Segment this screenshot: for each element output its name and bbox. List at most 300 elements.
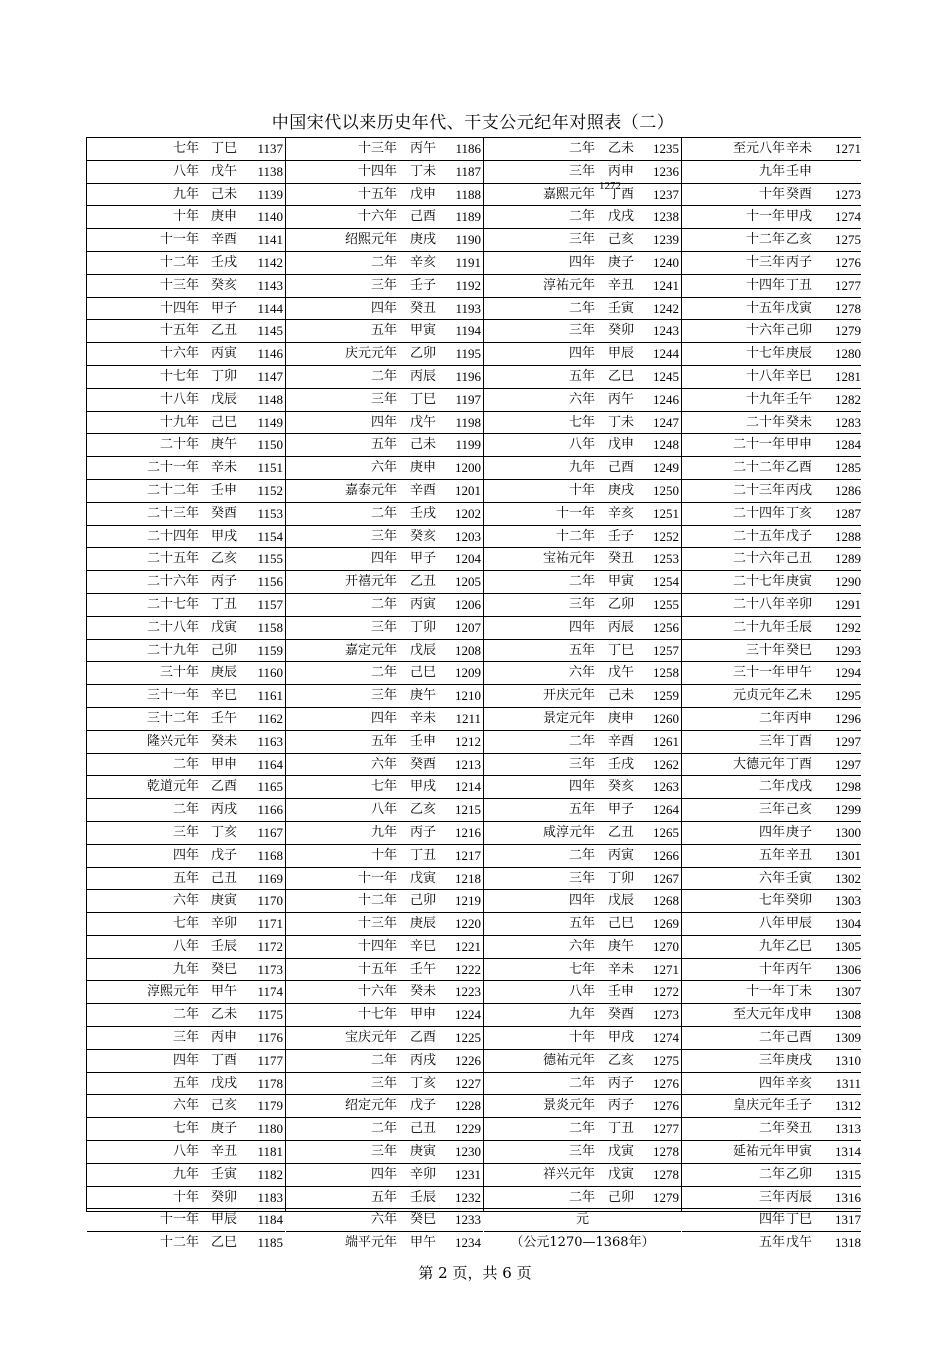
table-row <box>286 366 483 389</box>
era-name-cell: 三年 <box>568 870 595 886</box>
ganzhi-cell: 壬寅 <box>211 1166 238 1182</box>
year-cell: 1146 <box>257 346 283 362</box>
era-name-cell: 宝庆元年 <box>344 1030 397 1046</box>
year-cell: 1276 <box>653 1098 679 1114</box>
era-name-cell: 四年 <box>568 254 595 270</box>
ganzhi-cell: 庚申 <box>608 710 635 726</box>
table-row <box>286 252 483 275</box>
ganzhi-cell: 癸丑 <box>608 551 635 567</box>
year-cell: 1152 <box>257 482 283 498</box>
year-cell: 1178 <box>257 1075 283 1091</box>
table-row <box>286 845 483 868</box>
table-row <box>286 320 483 343</box>
ganzhi-cell: 乙巳 <box>211 1235 238 1251</box>
era-name-cell: 九年 <box>370 824 397 840</box>
table-row <box>87 161 285 184</box>
year-cell: 1301 <box>835 847 861 863</box>
dynasty-label-row <box>484 1209 681 1232</box>
table-row <box>87 457 285 480</box>
table-row <box>484 617 681 640</box>
table-row <box>484 959 681 982</box>
era-name-cell: 皇庆元年 <box>732 1098 785 1114</box>
era-name-cell: 十三年 <box>159 277 199 293</box>
era-name-cell: 十二年 <box>159 1235 199 1251</box>
table-row <box>286 936 483 959</box>
ganzhi-cell: 甲午 <box>211 984 238 1000</box>
ganzhi-cell: 癸巳 <box>211 961 238 977</box>
table-row <box>682 890 861 913</box>
ganzhi-cell: 壬午 <box>211 710 238 726</box>
era-name-cell: 九年 <box>172 961 199 977</box>
era-name-cell: 六年 <box>370 756 397 772</box>
table-row <box>682 161 861 184</box>
ganzhi-cell: 丁卯 <box>608 870 635 886</box>
ganzhi-cell: 丙寅 <box>211 346 238 362</box>
ganzhi-cell: 庚寅 <box>211 893 238 909</box>
era-name-cell: 三年 <box>370 619 397 635</box>
table-row <box>87 1209 285 1232</box>
table-row <box>286 434 483 457</box>
table-row <box>682 959 861 982</box>
era-name-cell: 六年 <box>172 1098 199 1114</box>
table-row <box>484 229 681 252</box>
year-cell: 1180 <box>257 1121 283 1137</box>
table-row <box>682 571 861 594</box>
era-name-cell: 十四年 <box>357 163 397 179</box>
year-cell: 1275 <box>835 232 861 248</box>
table-row <box>484 275 681 298</box>
era-name-cell: 四年 <box>370 300 397 316</box>
era-name-cell: 七年 <box>568 961 595 977</box>
ganzhi-cell: 癸酉 <box>211 505 238 521</box>
year-cell: 1227 <box>455 1075 481 1091</box>
table-row <box>286 959 483 982</box>
year-cell: 1244 <box>653 346 679 362</box>
table-row <box>484 1027 681 1050</box>
ganzhi-cell: 乙卯 <box>608 596 635 612</box>
ganzhi-cell: 己巳 <box>410 665 437 681</box>
table-row <box>286 571 483 594</box>
ganzhi-cell: 乙亥 <box>410 802 437 818</box>
ganzhi-cell: 戊申 <box>608 437 635 453</box>
ganzhi-cell: 戊寅 <box>608 1144 635 1160</box>
era-name-cell: 十七年 <box>159 368 199 384</box>
year-cell: 1187 <box>455 163 481 179</box>
year-cell: 1251 <box>653 505 679 521</box>
ganzhi-cell: 戊戌 <box>608 209 635 225</box>
year-cell: 1217 <box>455 847 481 863</box>
year-cell: 1278 <box>653 1166 679 1182</box>
table-row <box>286 640 483 663</box>
era-name-cell: 二年 <box>758 1030 785 1046</box>
table-row <box>286 229 483 252</box>
table-row <box>87 731 285 754</box>
era-name-cell: 十三年 <box>357 916 397 932</box>
ganzhi-cell: 丙午 <box>608 391 635 407</box>
year-cell: 1276 <box>835 254 861 270</box>
era-name-cell: 三十一年 <box>146 688 199 704</box>
table-row <box>87 617 285 640</box>
ganzhi-cell: 戊申 <box>786 1007 813 1023</box>
year-cell: 1280 <box>835 346 861 362</box>
table-row <box>286 662 483 685</box>
year-cell: 1308 <box>835 1007 861 1023</box>
era-name-cell: 二十四年 <box>146 528 199 544</box>
table-row <box>87 138 285 161</box>
era-name-cell: 七年 <box>172 1121 199 1137</box>
year-cell: 1269 <box>653 916 679 932</box>
era-name-cell: 八年 <box>370 802 397 818</box>
year-cell: 1283 <box>835 414 861 430</box>
era-name-cell: 四年 <box>568 346 595 362</box>
ganzhi-cell: 戊午 <box>211 163 238 179</box>
year-cell: 1218 <box>455 870 481 886</box>
era-name-cell: 十一年 <box>745 209 785 225</box>
table-row <box>286 981 483 1004</box>
year-cell: 1274 <box>653 1030 679 1046</box>
table-row <box>286 1164 483 1187</box>
era-name-cell: 六年 <box>568 391 595 407</box>
table-row <box>682 503 861 526</box>
year-cell: 1159 <box>257 642 283 658</box>
year-cell: 1297 <box>835 733 861 749</box>
year-cell: 1149 <box>257 414 283 430</box>
era-name-cell: 九年 <box>172 1166 199 1182</box>
era-name-cell: 六年 <box>758 870 785 886</box>
ganzhi-cell: 庚寅 <box>786 574 813 590</box>
year-cell: 1240 <box>653 254 679 270</box>
era-name-cell: 绍定元年 <box>344 1098 397 1114</box>
era-name-cell: 十年 <box>758 186 785 202</box>
year-cell: 1298 <box>835 779 861 795</box>
ganzhi-cell: 乙巳 <box>786 938 813 954</box>
table-row <box>484 822 681 845</box>
ganzhi-cell: 癸酉 <box>786 186 813 202</box>
era-name-cell: 二年 <box>568 300 595 316</box>
year-cell: 1314 <box>835 1144 861 1160</box>
year-cell: 1310 <box>835 1052 861 1068</box>
era-name-cell: 四年 <box>172 1052 199 1068</box>
era-name-cell: 十四年 <box>357 938 397 954</box>
ganzhi-cell: 乙丑 <box>211 323 238 339</box>
year-cell: 1286 <box>835 482 861 498</box>
era-name-cell: 淳熙元年 <box>146 984 199 1000</box>
table-row <box>87 754 285 777</box>
ganzhi-cell: 辛巳 <box>786 368 813 384</box>
table-row <box>286 754 483 777</box>
ganzhi-cell: 己巳 <box>211 414 238 430</box>
year-cell: 1225 <box>455 1030 481 1046</box>
ganzhi-cell: 乙酉 <box>786 460 813 476</box>
ganzhi-cell: 辛未 <box>608 961 635 977</box>
table-row <box>286 1232 483 1254</box>
era-name-cell: 十九年 <box>745 391 785 407</box>
table-row <box>286 480 483 503</box>
year-cell: 1176 <box>257 1030 283 1046</box>
year-cell: 1248 <box>653 437 679 453</box>
ganzhi-cell: 甲寅 <box>608 574 635 590</box>
ganzhi-cell: 丁酉 <box>211 1052 238 1068</box>
table-row <box>286 1118 483 1141</box>
year-cell: 1270 <box>653 938 679 954</box>
ganzhi-cell: 庚子 <box>786 824 813 840</box>
ganzhi-cell: 戊申 <box>410 186 437 202</box>
table-row <box>682 617 861 640</box>
era-name-cell: 二年 <box>370 1121 397 1137</box>
table-row <box>87 662 285 685</box>
era-name-cell: 十八年 <box>159 391 199 407</box>
table-row <box>682 1004 861 1027</box>
ganzhi-cell: 丙子 <box>608 1098 635 1114</box>
ganzhi-cell: 丁未 <box>608 414 635 430</box>
year-cell: 1258 <box>653 665 679 681</box>
era-name-cell: 二年 <box>758 1166 785 1182</box>
year-cell: 1288 <box>835 528 861 544</box>
ganzhi-cell: 戊午 <box>786 1235 813 1251</box>
year-cell: 1200 <box>455 460 481 476</box>
ganzhi-cell: 辛酉 <box>608 733 635 749</box>
era-name-cell: 三十二年 <box>146 710 199 726</box>
ganzhi-cell: 辛卯 <box>211 916 238 932</box>
ganzhi-cell: 壬申 <box>410 733 437 749</box>
ganzhi-cell: 壬辰 <box>410 1189 437 1205</box>
ganzhi-cell: 壬子 <box>410 277 437 293</box>
era-name-cell: 五年 <box>172 870 199 886</box>
ganzhi-cell: 辛亥 <box>410 254 437 270</box>
ganzhi-cell: 癸卯 <box>786 893 813 909</box>
era-name-cell: 嘉泰元年 <box>344 482 397 498</box>
era-name-cell: 四年 <box>370 1166 397 1182</box>
year-cell: 1229 <box>455 1121 481 1137</box>
ganzhi-cell: 戊子 <box>410 1098 437 1114</box>
table-row <box>286 457 483 480</box>
dynasty-range: （公元1270—1368年） <box>510 1235 655 1251</box>
table-column-3 <box>484 138 682 1251</box>
year-cell: 1157 <box>257 596 283 612</box>
year-cell: 1232 <box>455 1189 481 1205</box>
year-cell: 1289 <box>835 551 861 567</box>
era-name-cell: 三年 <box>370 528 397 544</box>
year-cell: 1216 <box>455 824 481 840</box>
era-name-cell: 二年 <box>370 505 397 521</box>
ganzhi-cell: 癸未 <box>211 733 238 749</box>
era-name-cell: 八年 <box>758 916 785 932</box>
era-name-cell: 端平元年 <box>344 1235 397 1251</box>
table-row <box>286 206 483 229</box>
table-row <box>484 298 681 321</box>
year-cell: 1174 <box>257 984 283 1000</box>
ganzhi-cell: 庚戌 <box>410 232 437 248</box>
era-name-cell: 十八年 <box>745 368 785 384</box>
era-name-cell: 二年 <box>172 1007 199 1023</box>
year-cell: 1309 <box>835 1030 861 1046</box>
ganzhi-cell: 甲戌 <box>211 528 238 544</box>
year-cell: 1312 <box>835 1098 861 1114</box>
era-name-cell: 祥兴元年 <box>542 1166 595 1182</box>
era-name-cell: 十四年 <box>159 300 199 316</box>
era-name-cell: 二十八年 <box>732 596 785 612</box>
ganzhi-cell: 甲午 <box>410 1235 437 1251</box>
ganzhi-cell: 己未 <box>211 186 238 202</box>
table-row <box>87 1095 285 1118</box>
year-cell: 1226 <box>455 1052 481 1068</box>
table-row <box>286 1095 483 1118</box>
table-row <box>484 845 681 868</box>
year-cell: 1246 <box>653 391 679 407</box>
era-name-cell: 十六年 <box>357 209 397 225</box>
table-row <box>286 1141 483 1164</box>
ganzhi-cell: 丁卯 <box>410 619 437 635</box>
era-name-cell: 二年 <box>568 847 595 863</box>
table-row <box>87 1027 285 1050</box>
era-name-cell: 九年 <box>568 460 595 476</box>
era-name-cell: 大德元年 <box>732 756 785 772</box>
year-cell: 1263 <box>653 779 679 795</box>
ganzhi-cell: 庚午 <box>608 938 635 954</box>
ganzhi-cell: 己丑 <box>211 870 238 886</box>
year-cell: 1317 <box>835 1212 861 1228</box>
era-name-cell: 十一年 <box>159 232 199 248</box>
year-cell: 1191 <box>455 254 481 270</box>
year-cell: 1265 <box>653 824 679 840</box>
era-name-cell: 二年 <box>172 756 199 772</box>
era-name-cell: 六年 <box>370 460 397 476</box>
year-cell: 1212 <box>455 733 481 749</box>
ganzhi-cell: 丙寅 <box>410 596 437 612</box>
era-name-cell: 二十二年 <box>146 482 199 498</box>
era-name-cell: 五年 <box>568 368 595 384</box>
ganzhi-cell: 丙申 <box>211 1030 238 1046</box>
ganzhi-cell: 壬午 <box>410 961 437 977</box>
year-cell: 1222 <box>455 961 481 977</box>
ganzhi-cell: 庚申 <box>410 460 437 476</box>
table-row <box>484 1141 681 1164</box>
year-cell: 1213 <box>455 756 481 772</box>
year-cell: 1273 <box>653 1007 679 1023</box>
table-row <box>87 594 285 617</box>
year-cell: 1293 <box>835 642 861 658</box>
table-row <box>484 868 681 891</box>
era-name-cell: 八年 <box>568 984 595 1000</box>
ganzhi-cell: 己丑 <box>410 1121 437 1137</box>
era-name-cell: 二十年 <box>159 437 199 453</box>
year-cell: 1163 <box>257 733 283 749</box>
ganzhi-cell: 辛丑 <box>786 847 813 863</box>
era-name-cell: 四年 <box>568 619 595 635</box>
year-cell: 1207 <box>455 619 481 635</box>
ganzhi-cell: 丁丑 <box>410 847 437 863</box>
table-row <box>682 366 861 389</box>
year-cell: 1160 <box>257 665 283 681</box>
era-name-cell: 十九年 <box>159 414 199 430</box>
year-cell: 1223 <box>455 984 481 1000</box>
ganzhi-cell: 甲申 <box>786 437 813 453</box>
ganzhi-cell: 丙子 <box>211 574 238 590</box>
table-row <box>484 776 681 799</box>
table-row <box>484 662 681 685</box>
table-row <box>286 343 483 366</box>
era-name-cell: 四年 <box>370 414 397 430</box>
ganzhi-cell: 丙午 <box>410 141 437 156</box>
ganzhi-cell: 丁巳 <box>410 391 437 407</box>
ganzhi-cell: 丙戌 <box>786 482 813 498</box>
table-row <box>682 206 861 229</box>
year-cell: 1199 <box>455 437 481 453</box>
dynasty-range-row <box>484 1232 681 1254</box>
era-name-cell: 三年 <box>370 1075 397 1091</box>
year-cell: 1238 <box>653 209 679 225</box>
table-row <box>484 161 681 184</box>
ganzhi-cell: 癸亥 <box>410 528 437 544</box>
table-row <box>87 845 285 868</box>
table-row <box>286 594 483 617</box>
table-row <box>682 1232 861 1254</box>
era-name-cell: 四年 <box>172 847 199 863</box>
ganzhi-cell: 己酉 <box>786 1030 813 1046</box>
table-row <box>286 1004 483 1027</box>
year-cell: 1239 <box>653 232 679 248</box>
ganzhi-cell: 己丑 <box>786 551 813 567</box>
year-cell: 1141 <box>257 232 283 248</box>
era-name-cell: 十一年 <box>555 505 595 521</box>
table-row <box>484 1095 681 1118</box>
year-cell: 1201 <box>455 482 481 498</box>
year-cell: 1196 <box>455 368 481 384</box>
table-row <box>286 275 483 298</box>
table-row <box>484 708 681 731</box>
year-cell: 1303 <box>835 893 861 909</box>
ganzhi-cell: 甲寅 <box>786 1144 813 1160</box>
table-row <box>682 685 861 708</box>
era-name-cell: 五年 <box>370 733 397 749</box>
year-cell: 1177 <box>257 1052 283 1068</box>
year-cell: 1184 <box>257 1212 283 1228</box>
table-row <box>87 343 285 366</box>
year-cell: 1169 <box>257 870 283 886</box>
ganzhi-cell: 癸丑 <box>410 300 437 316</box>
era-name-cell: 十七年 <box>745 346 785 362</box>
ganzhi-cell: 甲戌 <box>608 1030 635 1046</box>
ganzhi-cell: 甲戌 <box>410 779 437 795</box>
year-cell: 1137 <box>257 141 283 156</box>
era-name-cell: 十年 <box>568 1030 595 1046</box>
ganzhi-cell: 乙巳 <box>608 368 635 384</box>
year-cell: 1307 <box>835 984 861 1000</box>
ganzhi-cell: 丁亥 <box>410 1075 437 1091</box>
ganzhi-cell: 己卯 <box>786 323 813 339</box>
era-name-cell: 二十三年 <box>146 505 199 521</box>
table-row <box>682 412 861 435</box>
ganzhi-cell: 甲子 <box>410 551 437 567</box>
table-row <box>286 799 483 822</box>
ganzhi-cell: 庚申 <box>211 209 238 225</box>
year-cell: 1247 <box>653 414 679 430</box>
ganzhi-cell: 戊子 <box>211 847 238 863</box>
table-row <box>682 343 861 366</box>
ganzhi-cell: 丁丑 <box>608 1121 635 1137</box>
era-name-cell: 四年 <box>758 1075 785 1091</box>
table-row <box>87 548 285 571</box>
year-cell: 1210 <box>455 688 481 704</box>
ganzhi-cell: 甲午 <box>786 665 813 681</box>
table-row <box>682 434 861 457</box>
ganzhi-cell: 癸未 <box>786 414 813 430</box>
ganzhi-cell: 壬子 <box>608 528 635 544</box>
table-row <box>286 138 483 161</box>
year-cell: 1166 <box>257 802 283 818</box>
year-cell: 1140 <box>257 209 283 225</box>
ganzhi-cell: 庚戌 <box>786 1052 813 1068</box>
